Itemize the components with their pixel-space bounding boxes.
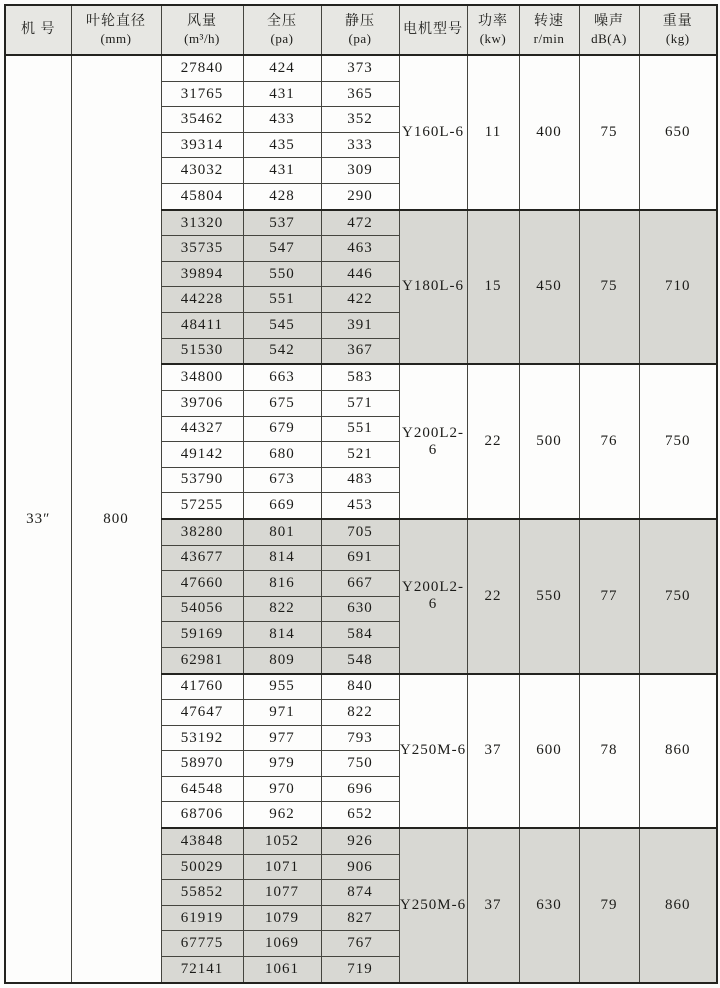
cell-static-pressure: 290 <box>321 183 399 209</box>
cell-motor-model: Y200L2-6 <box>399 519 467 674</box>
cell-static-pressure: 463 <box>321 236 399 262</box>
cell-static-pressure: 696 <box>321 776 399 802</box>
cell-airflow: 58970 <box>161 751 243 777</box>
header-label: 重量 <box>662 14 693 30</box>
cell-airflow: 47660 <box>161 571 243 597</box>
cell-motor-model: Y180L-6 <box>399 210 467 365</box>
cell-weight: 650 <box>639 55 717 210</box>
cell-airflow: 67775 <box>161 931 243 957</box>
cell-speed: 400 <box>519 55 579 210</box>
header-label: 全压 <box>267 14 297 30</box>
cell-total-pressure: 816 <box>243 571 321 597</box>
cell-static-pressure: 630 <box>321 596 399 622</box>
cell-static-pressure: 352 <box>321 107 399 133</box>
cell-total-pressure: 424 <box>243 55 321 81</box>
cell-total-pressure: 955 <box>243 674 321 700</box>
cell-total-pressure: 814 <box>243 622 321 648</box>
header-label: 风量 <box>187 14 217 30</box>
cell-static-pressure: 453 <box>321 493 399 519</box>
cell-motor-model: Y200L2-6 <box>399 364 467 519</box>
cell-total-pressure: 970 <box>243 776 321 802</box>
table-body <box>5 55 717 983</box>
cell-airflow: 35462 <box>161 107 243 133</box>
cell-total-pressure: 977 <box>243 725 321 751</box>
cell-airflow: 47647 <box>161 700 243 726</box>
header-col-static-pressure <box>321 5 399 55</box>
cell-airflow: 51530 <box>161 338 243 364</box>
cell-speed: 600 <box>519 674 579 829</box>
header-label: 功率 <box>478 14 508 30</box>
header-unit: (m³/h) <box>184 30 220 46</box>
cell-total-pressure: 1079 <box>243 905 321 931</box>
cell-total-pressure: 431 <box>243 81 321 107</box>
cell-static-pressure: 391 <box>321 312 399 338</box>
cell-airflow: 68706 <box>161 802 243 828</box>
cell-airflow: 27840 <box>161 55 243 81</box>
cell-total-pressure: 809 <box>243 647 321 673</box>
cell-noise: 76 <box>579 364 639 519</box>
cell-static-pressure: 691 <box>321 545 399 571</box>
cell-total-pressure: 542 <box>243 338 321 364</box>
cell-total-pressure: 1061 <box>243 957 321 984</box>
cell-static-pressure: 840 <box>321 674 399 700</box>
cell-total-pressure: 971 <box>243 700 321 726</box>
cell-weight: 860 <box>639 828 717 983</box>
cell-power: 37 <box>467 828 519 983</box>
cell-static-pressure: 705 <box>321 519 399 545</box>
cell-weight: 710 <box>639 210 717 365</box>
cell-noise: 75 <box>579 210 639 365</box>
cell-noise: 79 <box>579 828 639 983</box>
cell-total-pressure: 680 <box>243 442 321 468</box>
header-unit: (pa) <box>348 30 372 46</box>
header-col-noise <box>579 5 639 55</box>
cell-static-pressure: 422 <box>321 287 399 313</box>
cell-total-pressure: 801 <box>243 519 321 545</box>
cell-motor-model: Y250M-6 <box>399 828 467 983</box>
cell-total-pressure: 663 <box>243 364 321 390</box>
header-label: 噪声 <box>594 14 624 30</box>
cell-static-pressure: 571 <box>321 391 399 417</box>
header-unit: (pa) <box>270 30 294 46</box>
cell-airflow: 54056 <box>161 596 243 622</box>
cell-static-pressure: 584 <box>321 622 399 648</box>
cell-total-pressure: 679 <box>243 416 321 442</box>
cell-power: 22 <box>467 364 519 519</box>
cell-airflow: 72141 <box>161 957 243 984</box>
cell-airflow: 57255 <box>161 493 243 519</box>
cell-power: 15 <box>467 210 519 365</box>
cell-static-pressure: 472 <box>321 210 399 236</box>
cell-total-pressure: 435 <box>243 132 321 158</box>
header-unit: (kg) <box>665 30 690 46</box>
header-unit: dB(A) <box>591 30 627 46</box>
header-col-airflow <box>161 5 243 55</box>
cell-motor-model: Y160L-6 <box>399 55 467 210</box>
cell-airflow: 48411 <box>161 312 243 338</box>
cell-total-pressure: 545 <box>243 312 321 338</box>
header-row <box>5 5 717 55</box>
cell-airflow: 31320 <box>161 210 243 236</box>
cell-airflow: 34800 <box>161 364 243 390</box>
header-col-weight <box>639 5 717 55</box>
cell-static-pressure: 333 <box>321 132 399 158</box>
cell-total-pressure: 979 <box>243 751 321 777</box>
cell-static-pressure: 309 <box>321 158 399 184</box>
cell-power: 37 <box>467 674 519 829</box>
header-label: 静压 <box>345 14 375 30</box>
cell-static-pressure: 767 <box>321 931 399 957</box>
table-row <box>5 55 717 81</box>
header-label: 机 号 <box>21 22 56 38</box>
cell-total-pressure: 551 <box>243 287 321 313</box>
cell-total-pressure: 673 <box>243 467 321 493</box>
header-unit: (kw) <box>479 30 507 46</box>
header-label: 电机型号 <box>403 22 463 38</box>
cell-motor-model: Y250M-6 <box>399 674 467 829</box>
header-label: 叶轮直径 <box>86 14 146 30</box>
header-col-impeller-diameter <box>71 5 161 55</box>
fan-spec-table <box>4 4 718 984</box>
cell-static-pressure: 827 <box>321 905 399 931</box>
cell-total-pressure: 550 <box>243 261 321 287</box>
cell-static-pressure: 446 <box>321 261 399 287</box>
cell-airflow: 31765 <box>161 81 243 107</box>
cell-static-pressure: 926 <box>321 828 399 854</box>
cell-total-pressure: 1069 <box>243 931 321 957</box>
cell-total-pressure: 547 <box>243 236 321 262</box>
cell-total-pressure: 814 <box>243 545 321 571</box>
cell-speed: 450 <box>519 210 579 365</box>
cell-airflow: 64548 <box>161 776 243 802</box>
cell-machine-number: 33″ <box>5 55 71 983</box>
cell-weight: 860 <box>639 674 717 829</box>
cell-weight: 750 <box>639 519 717 674</box>
cell-noise: 77 <box>579 519 639 674</box>
cell-noise: 75 <box>579 55 639 210</box>
header-unit: r/min <box>533 30 565 46</box>
cell-total-pressure: 669 <box>243 493 321 519</box>
cell-static-pressure: 365 <box>321 81 399 107</box>
cell-airflow: 39314 <box>161 132 243 158</box>
cell-airflow: 39894 <box>161 261 243 287</box>
header-col-machine-number <box>5 5 71 55</box>
cell-airflow: 50029 <box>161 854 243 880</box>
header-label: 转速 <box>534 14 564 30</box>
cell-airflow: 45804 <box>161 183 243 209</box>
cell-power: 11 <box>467 55 519 210</box>
cell-static-pressure: 750 <box>321 751 399 777</box>
table-header <box>5 5 717 55</box>
header-col-motor-model <box>399 5 467 55</box>
cell-total-pressure: 1052 <box>243 828 321 854</box>
cell-airflow: 49142 <box>161 442 243 468</box>
cell-speed: 500 <box>519 364 579 519</box>
cell-airflow: 43032 <box>161 158 243 184</box>
cell-airflow: 38280 <box>161 519 243 545</box>
cell-airflow: 43848 <box>161 828 243 854</box>
cell-total-pressure: 675 <box>243 391 321 417</box>
cell-static-pressure: 583 <box>321 364 399 390</box>
cell-static-pressure: 548 <box>321 647 399 673</box>
cell-total-pressure: 433 <box>243 107 321 133</box>
header-col-total-pressure <box>243 5 321 55</box>
cell-airflow: 55852 <box>161 880 243 906</box>
cell-static-pressure: 667 <box>321 571 399 597</box>
cell-weight: 750 <box>639 364 717 519</box>
cell-static-pressure: 551 <box>321 416 399 442</box>
cell-total-pressure: 431 <box>243 158 321 184</box>
cell-static-pressure: 521 <box>321 442 399 468</box>
header-col-speed <box>519 5 579 55</box>
cell-total-pressure: 1071 <box>243 854 321 880</box>
cell-static-pressure: 652 <box>321 802 399 828</box>
cell-airflow: 53790 <box>161 467 243 493</box>
cell-noise: 78 <box>579 674 639 829</box>
cell-airflow: 62981 <box>161 647 243 673</box>
header-unit: (mm) <box>100 30 132 46</box>
header-col-power <box>467 5 519 55</box>
cell-impeller-diameter: 800 <box>71 55 161 983</box>
cell-airflow: 61919 <box>161 905 243 931</box>
cell-total-pressure: 822 <box>243 596 321 622</box>
cell-static-pressure: 793 <box>321 725 399 751</box>
cell-airflow: 44327 <box>161 416 243 442</box>
cell-speed: 550 <box>519 519 579 674</box>
cell-airflow: 35735 <box>161 236 243 262</box>
cell-power: 22 <box>467 519 519 674</box>
cell-static-pressure: 719 <box>321 957 399 984</box>
cell-static-pressure: 483 <box>321 467 399 493</box>
cell-total-pressure: 962 <box>243 802 321 828</box>
cell-static-pressure: 874 <box>321 880 399 906</box>
cell-total-pressure: 428 <box>243 183 321 209</box>
cell-static-pressure: 367 <box>321 338 399 364</box>
cell-static-pressure: 373 <box>321 55 399 81</box>
cell-airflow: 53192 <box>161 725 243 751</box>
cell-total-pressure: 537 <box>243 210 321 236</box>
cell-airflow: 59169 <box>161 622 243 648</box>
cell-speed: 630 <box>519 828 579 983</box>
cell-static-pressure: 822 <box>321 700 399 726</box>
cell-airflow: 39706 <box>161 391 243 417</box>
cell-airflow: 43677 <box>161 545 243 571</box>
cell-airflow: 41760 <box>161 674 243 700</box>
cell-total-pressure: 1077 <box>243 880 321 906</box>
cell-airflow: 44228 <box>161 287 243 313</box>
cell-static-pressure: 906 <box>321 854 399 880</box>
